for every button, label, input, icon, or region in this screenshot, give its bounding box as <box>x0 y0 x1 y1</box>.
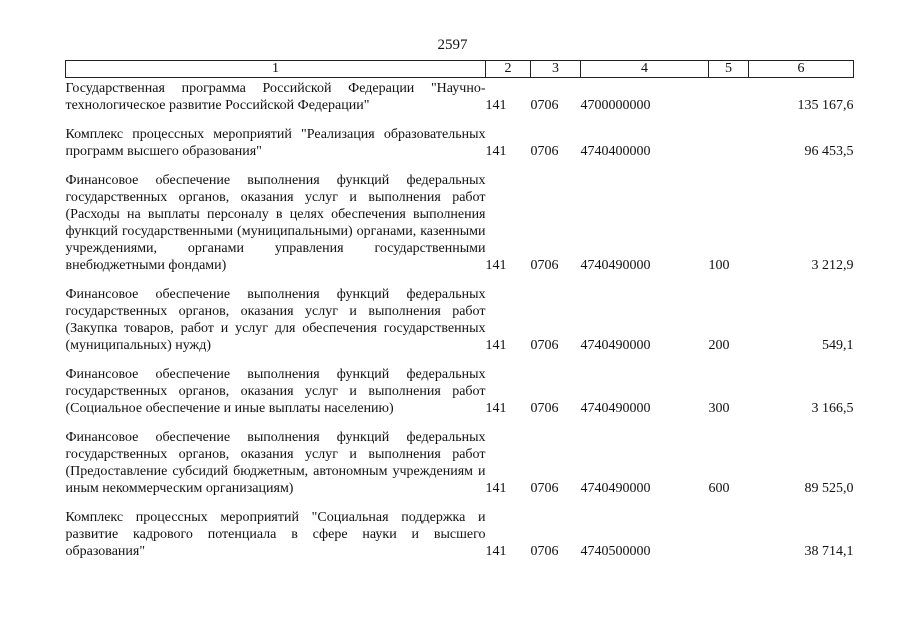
row-section-code: 0706 <box>530 258 559 273</box>
row-section-code: 0706 <box>530 481 559 496</box>
row-ministry-code: 141 <box>485 258 507 273</box>
row-amount: 96 453,5 <box>804 144 854 159</box>
column-header-4: 4 <box>581 61 709 78</box>
row-target-code: 4700000000 <box>580 98 651 113</box>
column-header-6: 6 <box>749 61 854 78</box>
table-row <box>66 78 854 115</box>
row-expense-type <box>709 78 749 115</box>
row-name: Государственная программа Российской Федерации "Научно-технологическое развитие Российской Федерации" <box>65 81 486 113</box>
table-row <box>66 429 854 497</box>
row-section-code: 0706 <box>530 544 559 559</box>
row-section-code: 0706 <box>530 338 559 353</box>
row-section-code: 0706 <box>530 144 559 159</box>
row-name: Финансовое обеспечение выполнения функций федеральных государственных органов, оказания услуг и выполнения работ (Предоставление субсидий бюджетным, автономным учреждениям и иным некоммерческим организациям) <box>65 430 486 496</box>
row-amount: 549,1 <box>822 338 854 353</box>
column-header-2: 2 <box>486 61 531 78</box>
row-ministry-code: 141 <box>485 481 507 496</box>
table-row <box>66 126 854 160</box>
row-ministry-code: 141 <box>485 144 507 159</box>
budget-table <box>65 60 854 560</box>
row-target-code: 4740400000 <box>580 144 651 159</box>
row-section-code: 0706 <box>530 401 559 416</box>
row-name: Финансовое обеспечение выполнения функций федеральных государственных органов, оказания услуг и выполнения работ (Закупка товаров, работ и услуг для обеспечения государственных (муниципальных) нужд) <box>65 287 486 353</box>
row-expense-type: 600 <box>708 481 730 496</box>
column-header-1: 1 <box>66 61 486 78</box>
row-ministry-code: 141 <box>485 338 507 353</box>
row-amount: 38 714,1 <box>804 544 854 559</box>
table-row <box>66 509 854 560</box>
row-name: Комплекс процессных мероприятий "Реализация образовательных программ высшего образования" <box>65 127 486 159</box>
page-number: 2597 <box>437 37 468 53</box>
row-expense-type: 200 <box>708 338 730 353</box>
column-header-3: 3 <box>531 61 581 78</box>
row-amount: 135 167,6 <box>797 98 854 113</box>
table-row <box>66 366 854 417</box>
row-expense-type: 300 <box>708 401 730 416</box>
row-expense-type <box>709 509 749 560</box>
table-row <box>66 286 854 354</box>
row-name: Финансовое обеспечение выполнения функций федеральных государственных органов, оказания услуг и выполнения работ (Расходы на выплаты персоналу в целях обеспечения выполнения функций государственными (муниципальными) органами, казенными учреждениями, органами управления государственными внебюджетными фондами) <box>65 173 486 273</box>
row-amount: 3 212,9 <box>811 258 854 273</box>
row-ministry-code: 141 <box>485 401 507 416</box>
row-name: Финансовое обеспечение выполнения функций федеральных государственных органов, оказания услуг и выполнения работ (Социальное обеспечение и иные выплаты населению) <box>65 367 486 416</box>
row-target-code: 4740490000 <box>580 338 651 353</box>
row-target-code: 4740490000 <box>580 258 651 273</box>
row-target-code: 4740490000 <box>580 401 651 416</box>
row-target-code: 4740500000 <box>580 544 651 559</box>
row-name: Комплекс процессных мероприятий "Социальная поддержка и развитие кадрового потенциала в сфере науки и высшего образования" <box>65 510 486 559</box>
row-target-code: 4740490000 <box>580 481 651 496</box>
row-ministry-code: 141 <box>485 544 507 559</box>
column-header-5: 5 <box>709 61 749 78</box>
row-expense-type: 100 <box>708 258 730 273</box>
row-expense-type <box>709 126 749 160</box>
table-header-row <box>66 61 854 78</box>
row-section-code: 0706 <box>530 98 559 113</box>
row-amount: 89 525,0 <box>804 481 854 496</box>
row-ministry-code: 141 <box>485 98 507 113</box>
row-amount: 3 166,5 <box>811 401 854 416</box>
table-row <box>66 172 854 274</box>
